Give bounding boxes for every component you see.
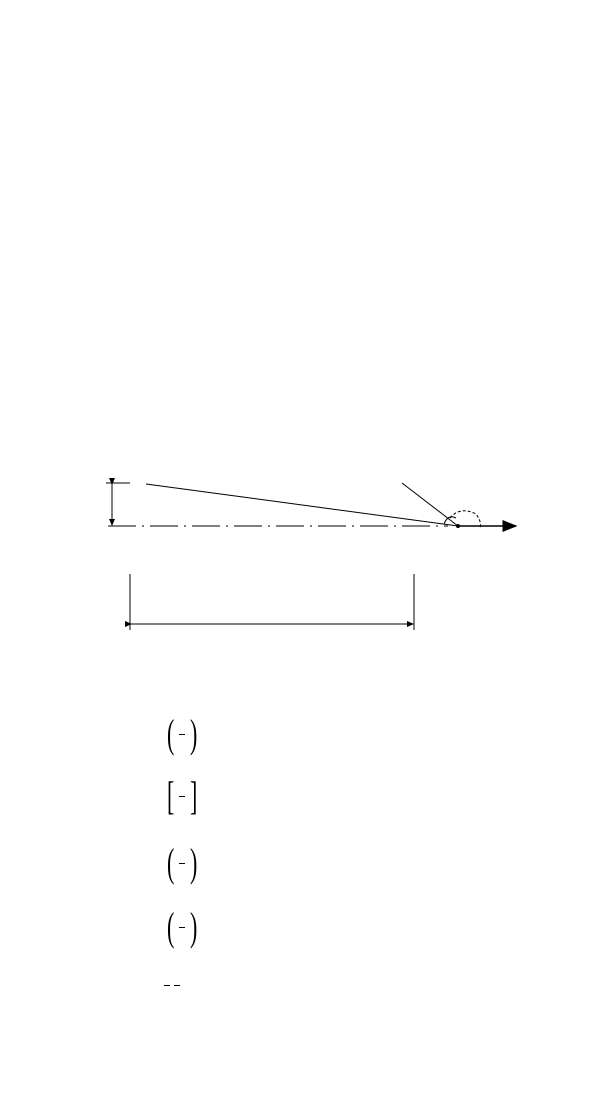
fraction-numerator [174, 985, 180, 986]
result-alpha2 [446, 920, 468, 937]
formula-alpha1-a: ( ) [166, 711, 198, 756]
given-l [166, 143, 180, 160]
fraction-numerator [179, 796, 185, 797]
fraction-numerator [179, 863, 185, 864]
given-i [166, 207, 176, 224]
result-alpha1 [446, 793, 468, 810]
given-a [166, 281, 180, 298]
formula-alpha2-a: ( ) [166, 840, 198, 885]
result-b [158, 1071, 170, 1088]
fraction-numerator [179, 734, 185, 735]
formula-alpha2-b: ( ) [166, 904, 198, 949]
fraction-numerator [179, 927, 185, 928]
formula-alpha1-b: [ ] [166, 773, 198, 818]
formula-b [158, 985, 182, 986]
given-d [166, 240, 180, 257]
solenoid-figure [88, 462, 528, 637]
